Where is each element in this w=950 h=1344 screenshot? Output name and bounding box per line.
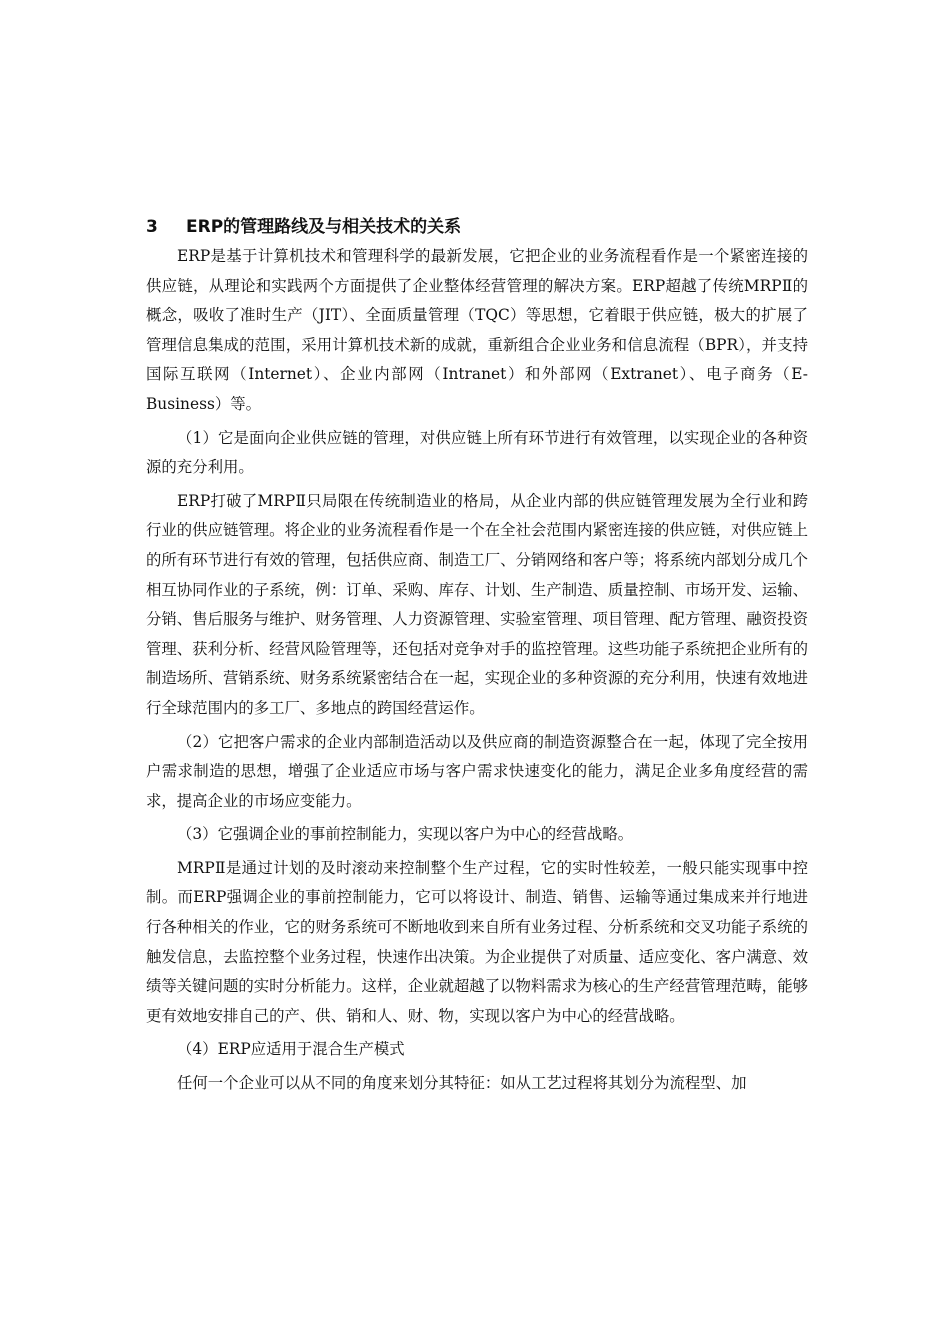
- paragraph-point-2: （2）它把客户需求的企业内部制造活动以及供应商的制造资源整合在一起，体现了完全按用户需求制造的思想，增强了企业适应市场与客户需求快速变化的能力，满足企业多角度经营的需求，提高企业的市场应变能力。: [146, 732, 808, 810]
- paragraph-point-1: （1）它是面向企业供应链的管理，对供应链上所有环节进行有效管理，以实现企业的各种资源的充分利用。: [146, 428, 808, 477]
- paragraph-supply-chain: ERP打破了MRPⅡ只局限在传统制造业的格局，从企业内部的供应链管理发展为全行业和跨行业的供应链管理。将企业的业务流程看作是一个在全社会范围内紧密连接的供应链，对供应链上的所有环节进行有效的管理，包括供应商、制造工厂、分销网络和客户等；将系统内部划分成几个相互协同作业的子系统，例：订单、采购、库存、计划、生产制造、质量控制、市场开发、运输、分销、售后服务与维护、财务管理、人力资源管理、实验室管理、项目管理、配方管理、融资投资管理、获利分析、经营风险管理等，还包括对竞争对手的监控管理。这些功能子系统把企业所有的制造场所、营销系统、财务系统紧密结合在一起，实现企业的多种资源的充分利用，快速有效地进行全球范围内的多工厂、多地点的跨国经营运作。: [146, 491, 808, 717]
- document-body: [146, 214, 808, 1103]
- paragraph-control: MRPⅡ是通过计划的及时滚动来控制整个生产过程，它的实时性较差，一般只能实现事中控制。而ERP强调企业的事前控制能力，它可以将设计、制造、销售、运输等通过集成来并行地进行各种相关的作业，它的财务系统可不断地收到来自所有业务过程、分析系统和交叉功能子系统的触发信息，去监控整个业务过程，快速作出决策。为企业提供了对质量、适应变化、客户满意、效绩等关键问题的实时分析能力。这样，企业就超越了以物料需求为核心的生产经营管理范畴，能够更有效地安排自己的产、供、销和人、财、物，实现以客户为中心的经营战略。: [146, 858, 808, 1025]
- section-number: 3: [146, 217, 158, 237]
- paragraph-point-3: （3）它强调企业的事前控制能力，实现以客户为中心的经营战略。: [177, 825, 634, 844]
- section-title: ERP的管理路线及与相关技术的关系: [186, 217, 462, 237]
- paragraph-features: 任何一个企业可以从不同的角度来划分其特征：如从工艺过程将其划分为流程型、加: [177, 1074, 747, 1093]
- paragraph-point-4: （4）ERP应适用于混合生产模式: [177, 1040, 405, 1059]
- section-heading: [146, 214, 808, 240]
- paragraph-intro: ERP是基于计算机技术和管理科学的最新发展，它把企业的业务流程看作是一个紧密连接的供应链，从理论和实践两个方面提供了企业整体经营管理的解决方案。ERP超越了传统MRPⅡ的概念，吸收了准时生产（JIT）、全面质量管理（TQC）等思想，它着眼于供应链，极大的扩展了管理信息集成的范围，采用计算机技术新的成就，重新组合企业业务和信息流程（BPR），并支持国际互联网（Internet）、企业内部网（Intranet）和外部网（Extranet）、电子商务（E-Business）等。: [146, 247, 808, 413]
